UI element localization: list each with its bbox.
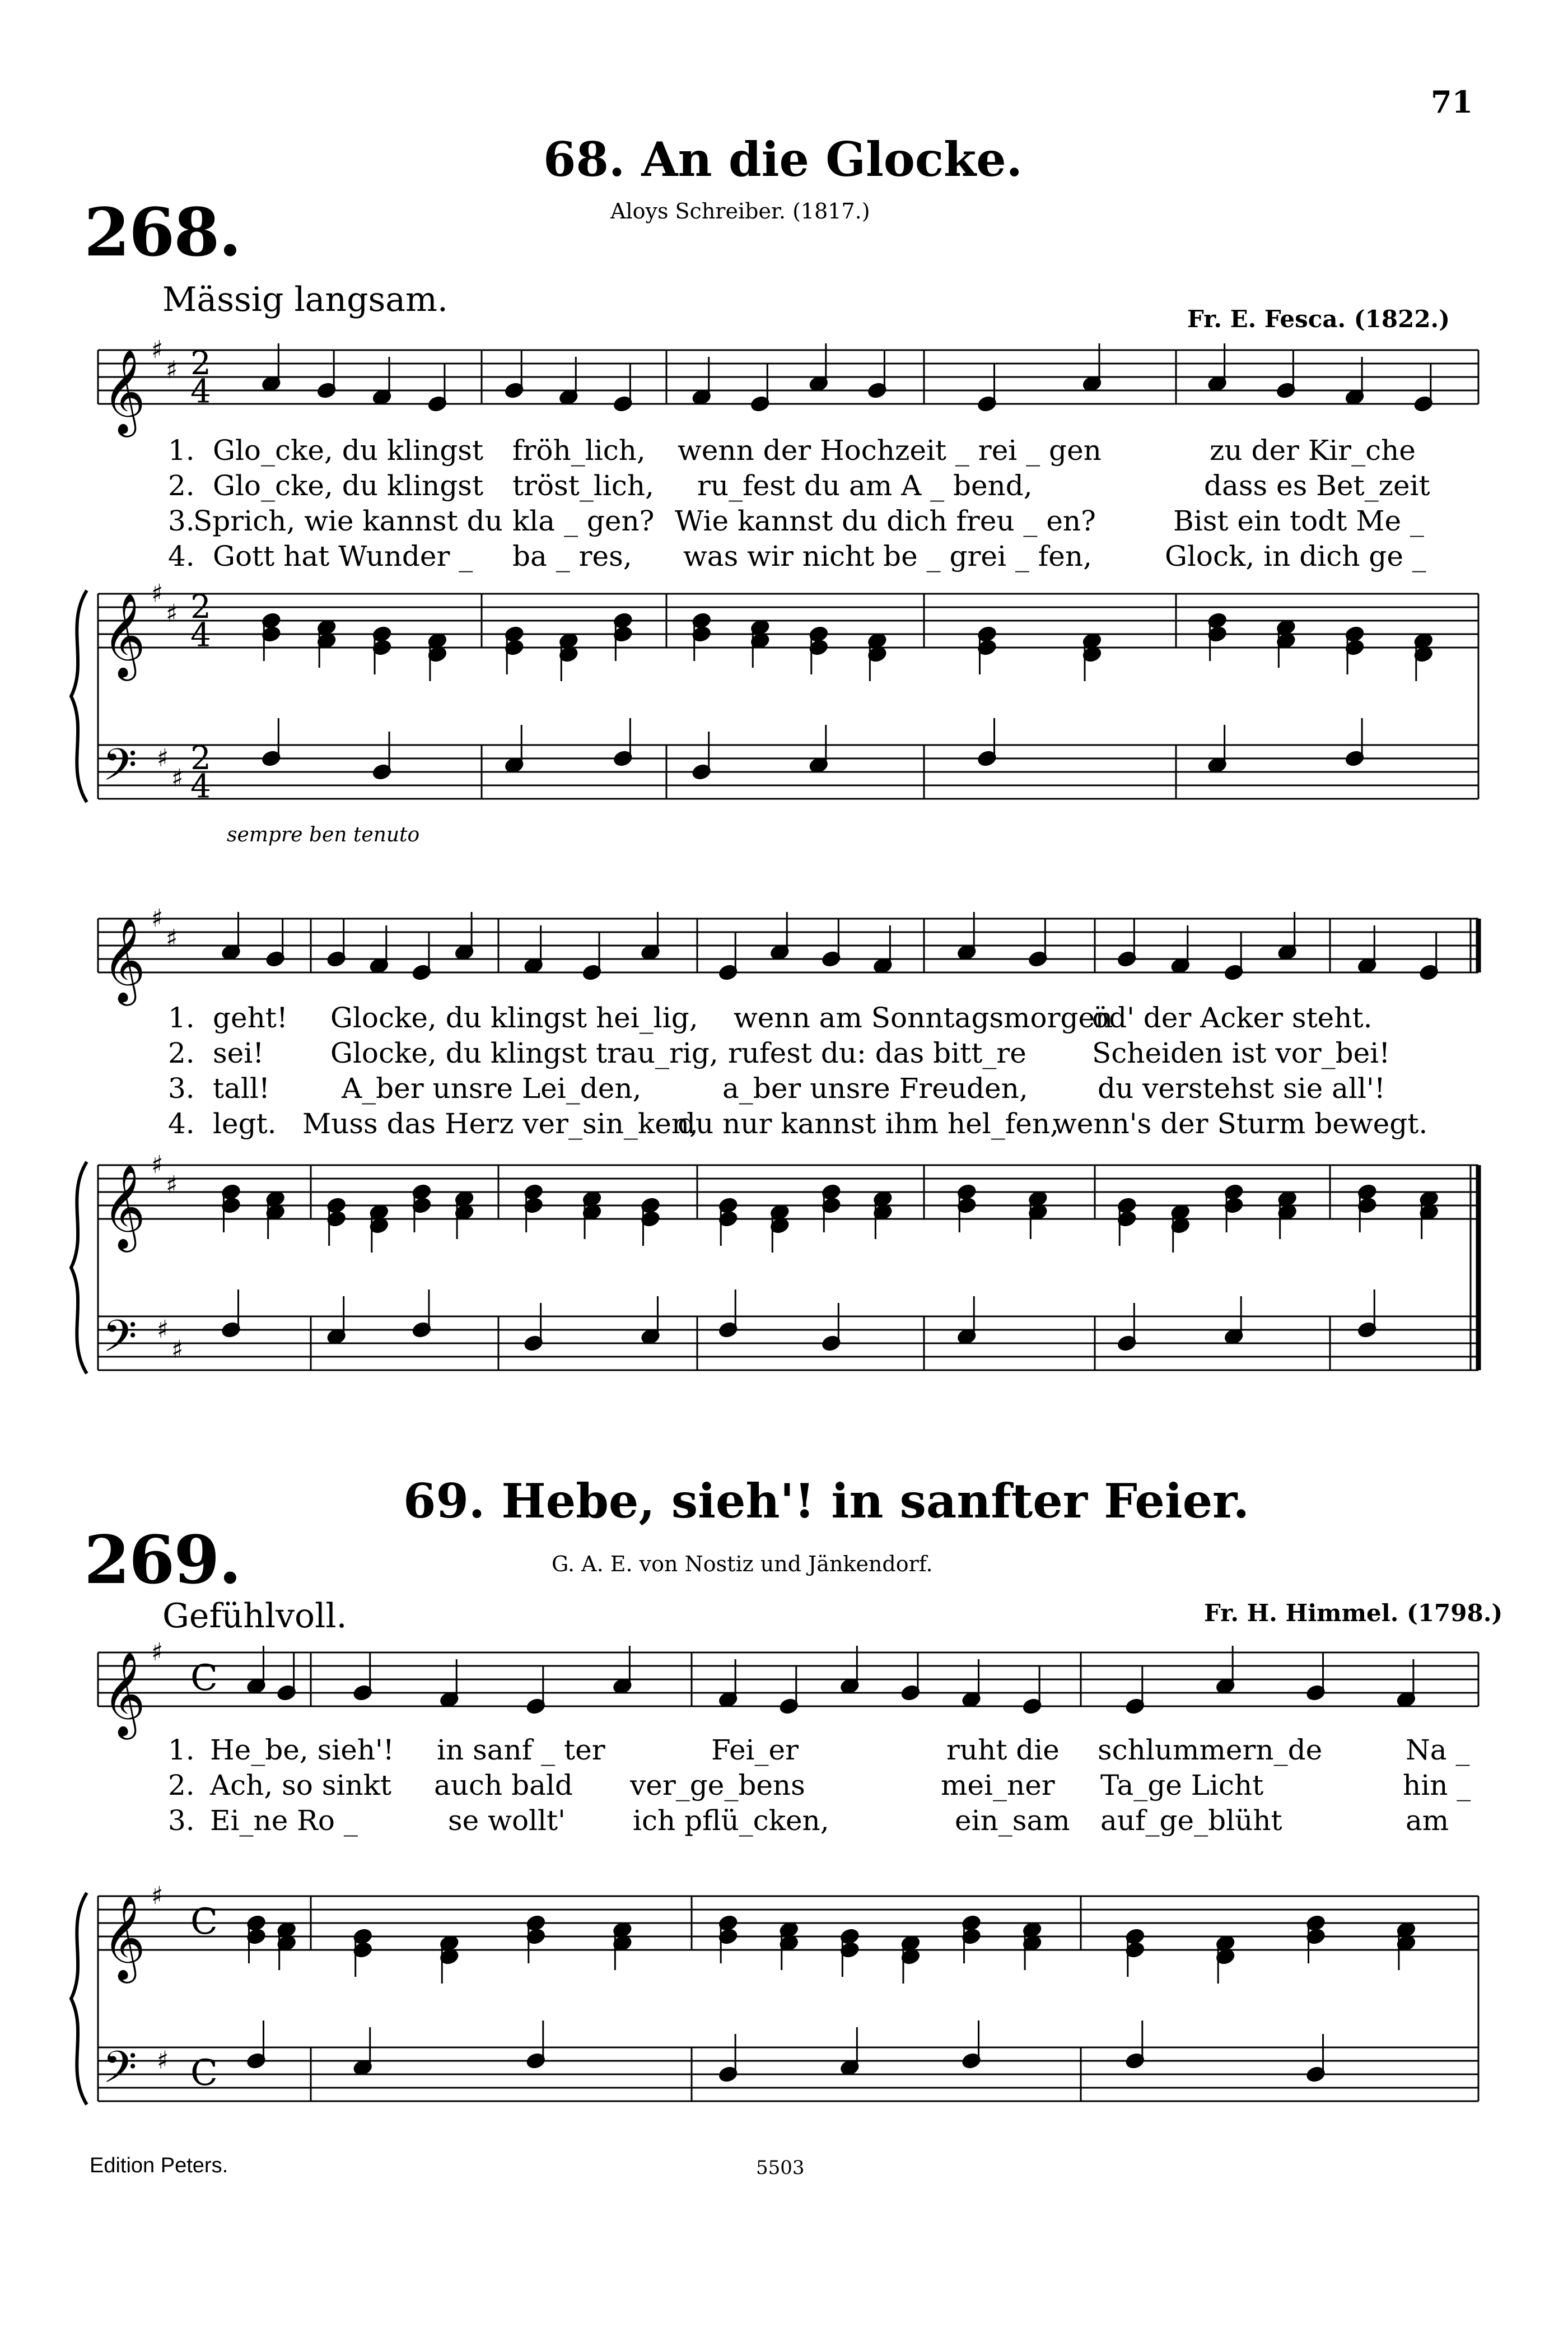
key-signature-sharp: ♯ [151, 904, 164, 933]
tempo-marking: Gefühlvoll. [162, 1596, 347, 1636]
lyric-text: ru_fest du am A _ bend, [697, 469, 1033, 502]
lyric-text: He_be, sieh'! [210, 1734, 394, 1766]
lyric-text: du nur kannst ihm hel_fen, [678, 1107, 1059, 1140]
collection-number: 268. [84, 193, 241, 271]
composer-credit: Fr. E. Fesca. (1822.) [1187, 305, 1450, 333]
lyric-text: Ach, so sinkt [210, 1769, 391, 1801]
bass-clef: 𝄢 [102, 2041, 137, 2104]
lyric-text: ba _ res, [512, 540, 632, 572]
lyric-text: Ei_ne Ro _ [210, 1804, 358, 1837]
verse-number: 1. [168, 1002, 195, 1034]
lyric-text: se wollt' [448, 1804, 566, 1837]
key-signature-sharp: ♯ [166, 599, 178, 628]
key-signature-sharp: ♯ [171, 1335, 184, 1364]
performance-marking: sempre ben tenuto [227, 823, 420, 846]
verse-number: 1. [168, 434, 195, 467]
key-signature-sharp: ♯ [151, 336, 164, 364]
verse-number: 4. [168, 540, 195, 572]
lyric-text: a_ber unsre Freuden, [722, 1072, 1028, 1105]
lyric-text: öd' der Acker steht. [1092, 1002, 1373, 1034]
time-signature: 2 [190, 588, 211, 626]
tempo-marking: Mässig langsam. [162, 280, 448, 319]
key-signature-sharp: ♯ [151, 1882, 164, 1910]
time-signature: 2 [190, 344, 211, 383]
time-signature: 2 [190, 739, 211, 778]
lyric-text: tall! [213, 1072, 270, 1105]
piano-brace [71, 590, 87, 802]
page-number: 71 [1431, 84, 1473, 120]
composer-credit: Fr. H. Himmel. (1798.) [1204, 1599, 1503, 1627]
time-signature: 4 [190, 372, 211, 411]
piano-brace [71, 1893, 87, 2105]
treble-clef: 𝄞 [102, 1651, 146, 1736]
lyric-text: dass es Bet_zeit [1204, 469, 1430, 502]
lyric-text: ein_sam [955, 1804, 1070, 1837]
key-signature-sharp: ♯ [171, 764, 184, 793]
lyric-text: Na _ [1406, 1734, 1470, 1766]
lyric-text: was wir nicht be _ grei _ fen, [683, 540, 1092, 572]
time-signature: C [190, 2052, 218, 2094]
lyric-text: ver_ge_bens [630, 1769, 805, 1801]
key-signature-sharp: ♯ [151, 1638, 164, 1666]
lyric-text: Glo_cke, du klingst [213, 469, 484, 502]
lyric-text: auch bald [434, 1769, 573, 1801]
time-signature: 4 [190, 767, 211, 806]
lyric-text: ruht die [946, 1734, 1060, 1766]
lyric-text: tröst_lich, [512, 469, 654, 502]
lyric-text: Glocke, du klingst hei_lig, [330, 1002, 698, 1034]
publisher-footer: Edition Peters. [90, 2154, 228, 2177]
lyric-text: Wie kannst du dich freu _ en? [675, 505, 1096, 537]
plate-number: 5503 [756, 2157, 805, 2179]
key-signature-sharp: ♯ [157, 744, 169, 772]
lyric-text: auf_ge_blüht [1100, 1804, 1282, 1837]
poet-credit: G. A. E. von Nostiz und Jänkendorf. [552, 1552, 933, 1576]
lyric-text: mei_ner [941, 1769, 1055, 1801]
poet-credit: Aloys Schreiber. (1817.) [610, 199, 870, 224]
key-signature-sharp: ♯ [166, 924, 178, 953]
lyric-text: wenn am Sonntagsmorgen [734, 1002, 1113, 1034]
verse-number: 2. [168, 1037, 195, 1069]
lyric-text: du verstehst sie all'! [1098, 1072, 1385, 1105]
treble-clef: 𝄞 [102, 917, 146, 1002]
lyric-text: wenn der Hochzeit _ rei _ gen [678, 434, 1102, 467]
lyric-text: rufest du: das bitt_re [728, 1037, 1026, 1069]
lyric-text: sei! [213, 1037, 264, 1069]
treble-clef: 𝄞 [102, 1894, 146, 1980]
verse-number: 2. [168, 469, 195, 502]
verse-number: 3. [168, 1072, 195, 1105]
key-signature-sharp: ♯ [166, 1171, 178, 1199]
treble-clef: 𝄞 [102, 348, 146, 434]
lyric-text: in sanf _ ter [437, 1734, 605, 1766]
lyric-text: hin _ [1403, 1769, 1471, 1801]
song-title: 69. Hebe, sieh'! in sanfter Feier. [403, 1473, 1249, 1529]
song-title: 68. An die Glocke. [543, 132, 1023, 187]
treble-clef: 𝄞 [102, 592, 146, 677]
lyric-text: Fei_er [711, 1734, 799, 1766]
collection-number: 269. [84, 1521, 241, 1599]
lyric-text: schlummern_de [1098, 1734, 1323, 1766]
lyric-text: Muss das Herz ver_sin_ken, [302, 1107, 698, 1140]
lyric-text: Glocke, du klingst trau_rig, [330, 1037, 718, 1069]
key-signature-sharp: ♯ [151, 1151, 164, 1179]
lyric-text: Sprich, wie kannst du [193, 505, 503, 537]
lyric-text: wenn's der Sturm bewegt. [1053, 1107, 1428, 1140]
verse-number: 2. [168, 1769, 195, 1801]
verse-number: 3. [168, 505, 195, 537]
key-signature-sharp: ♯ [157, 1315, 169, 1344]
lyric-text: Scheiden ist vor_bei! [1092, 1037, 1390, 1069]
verse-number: 1. [168, 1734, 195, 1766]
time-signature: 4 [190, 616, 211, 654]
lyric-text: Glock, in dich ge _ [1165, 540, 1426, 572]
key-signature-sharp: ♯ [151, 579, 164, 608]
verse-number: 4. [168, 1107, 195, 1140]
lyric-text: Bist ein todt Me _ [1173, 505, 1424, 537]
key-signature-sharp: ♯ [166, 356, 178, 384]
bass-clef: 𝄢 [102, 739, 137, 802]
lyric-text: Glo_cke, du klingst [213, 434, 484, 467]
lyric-text: geht! [213, 1002, 288, 1034]
lyric-text: kla _ gen? [512, 505, 655, 537]
key-signature-sharp: ♯ [157, 2046, 169, 2075]
time-signature: C [190, 1901, 218, 1943]
lyric-text: legt. [213, 1107, 277, 1140]
piano-brace [71, 1162, 87, 1374]
lyric-text: am [1406, 1804, 1449, 1837]
treble-clef: 𝄞 [102, 1163, 146, 1249]
lyric-text: Gott hat Wunder _ [213, 540, 473, 572]
bass-clef: 𝄢 [102, 1310, 137, 1373]
lyric-text: fröh_lich, [512, 434, 646, 467]
lyric-text: ich pflü_cken, [633, 1804, 829, 1837]
verse-number: 3. [168, 1804, 195, 1837]
lyric-text: A_ber unsre Lei_den, [342, 1072, 642, 1105]
lyric-text: Ta_ge Licht [1100, 1769, 1264, 1801]
time-signature: C [190, 1658, 218, 1700]
lyric-text: zu der Kir_che [1210, 434, 1416, 467]
